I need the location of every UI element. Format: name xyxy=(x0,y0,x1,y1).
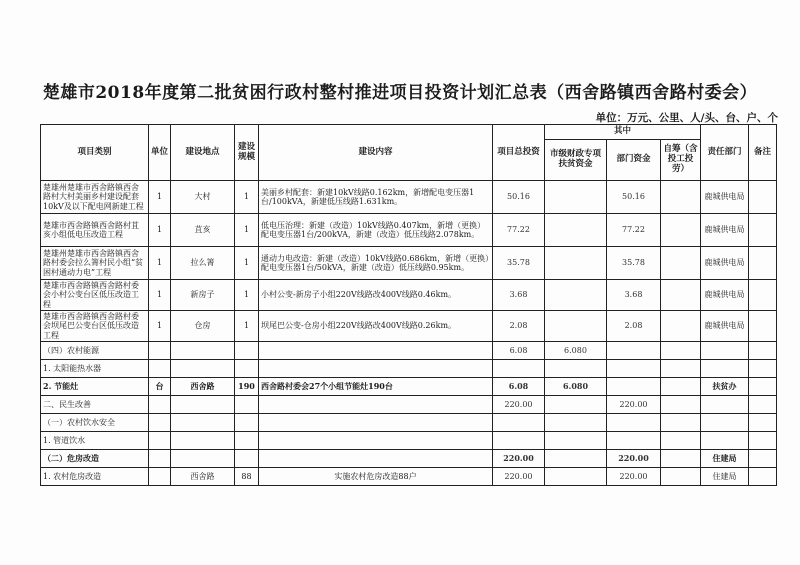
cell-fund1 xyxy=(545,360,607,378)
cell-unit xyxy=(149,342,171,360)
cell-fund2 xyxy=(607,378,661,396)
cell-fund2: 220.00 xyxy=(607,450,661,468)
cell-scale xyxy=(235,360,259,378)
cell-fund2: 3.68 xyxy=(607,280,661,311)
cell-content: 西舍路村委会27个小组节能灶190台 xyxy=(259,378,493,396)
cell-location: 西舍路 xyxy=(171,378,235,396)
cell-fund1 xyxy=(545,214,607,247)
cell-scale: 1 xyxy=(235,181,259,214)
cell-content xyxy=(259,450,493,468)
cell-fund2 xyxy=(607,432,661,450)
cell-fund3 xyxy=(661,396,701,414)
cell-scale: 1 xyxy=(235,280,259,311)
cell-unit xyxy=(149,414,171,432)
cell-total xyxy=(493,432,545,450)
cell-note xyxy=(749,181,777,214)
cell-dept: 扶贫办 xyxy=(701,378,749,396)
header-row-1 xyxy=(41,125,777,140)
cell-content xyxy=(259,396,493,414)
cell-unit: 1 xyxy=(149,311,171,342)
cell-unit: 台 xyxy=(149,378,171,396)
cell-dept xyxy=(701,396,749,414)
cell-total: 220.00 xyxy=(493,468,545,486)
cell-location: 拉么箐 xyxy=(171,247,235,280)
cell-content xyxy=(259,432,493,450)
cell-category: 楚雄州楚雄市西舍路镇西舍路村大村美丽乡村建设配套10kV及以下配电网新建工程 xyxy=(41,181,149,214)
investment-table xyxy=(40,124,777,486)
cell-fund3 xyxy=(661,378,701,396)
cell-content: 美丽乡村配套：新建10kV线路0.162km，新增配电变压器1台/100kVA，新建低压线路1.631km。 xyxy=(259,181,493,214)
cell-scale xyxy=(235,432,259,450)
cell-total: 6.08 xyxy=(493,342,545,360)
cell-location xyxy=(171,342,235,360)
summary-row xyxy=(41,414,777,432)
summary-row xyxy=(41,378,777,396)
cell-content: 小村公变-新房子小组220V线路改400V线路0.46km。 xyxy=(259,280,493,311)
cell-category: 1. 农村危房改造 xyxy=(41,468,149,486)
cell-unit xyxy=(149,468,171,486)
cell-total: 35.78 xyxy=(493,247,545,280)
cell-category: 二、民生改善 xyxy=(41,396,149,414)
table-row xyxy=(41,181,777,214)
cell-location xyxy=(171,396,235,414)
cell-dept: 鹿城供电局 xyxy=(701,214,749,247)
cell-note xyxy=(749,450,777,468)
summary-row xyxy=(41,396,777,414)
cell-note xyxy=(749,432,777,450)
cell-total: 6.08 xyxy=(493,378,545,396)
cell-unit: 1 xyxy=(149,280,171,311)
cell-fund3 xyxy=(661,432,701,450)
cell-scale: 1 xyxy=(235,214,259,247)
header-unit: 单位 xyxy=(149,125,171,181)
cell-fund3 xyxy=(661,280,701,311)
cell-dept: 鹿城供电局 xyxy=(701,311,749,342)
cell-fund1: 6.080 xyxy=(545,342,607,360)
cell-category: （四）农村能源 xyxy=(41,342,149,360)
header-content: 建设内容 xyxy=(259,125,493,181)
table-row xyxy=(41,311,777,342)
cell-fund2: 77.22 xyxy=(607,214,661,247)
summary-row xyxy=(41,432,777,450)
header-scale: 建设规模 xyxy=(235,125,259,181)
cell-fund2 xyxy=(607,414,661,432)
cell-fund3 xyxy=(661,342,701,360)
cell-scale xyxy=(235,342,259,360)
cell-total: 77.22 xyxy=(493,214,545,247)
cell-category: 楚雄市西舍路镇西舍路村苴亥小组低电压改造工程 xyxy=(41,214,149,247)
cell-category: （一）农村饮水安全 xyxy=(41,414,149,432)
cell-fund2: 2.08 xyxy=(607,311,661,342)
cell-scale xyxy=(235,450,259,468)
cell-fund1 xyxy=(545,280,607,311)
cell-note xyxy=(749,360,777,378)
cell-total: 2.08 xyxy=(493,311,545,342)
header-fund-dept: 部门资金 xyxy=(607,140,661,181)
cell-note xyxy=(749,247,777,280)
summary-row xyxy=(41,342,777,360)
table-row xyxy=(41,214,777,247)
cell-total: 50.16 xyxy=(493,181,545,214)
cell-total xyxy=(493,360,545,378)
cell-category: （二）危房改造 xyxy=(41,450,149,468)
cell-fund3 xyxy=(661,468,701,486)
cell-content: 低电压治理：新建（改造）10kV线路0.407km，新增（更换）配电变压器1台/200kVA，新建（改造）低压线路2.078km。 xyxy=(259,214,493,247)
document-title: 楚雄市2018年度第二批贫困行政村整村推进项目投资计划汇总表（西舍路镇西舍路村委会） xyxy=(42,83,758,103)
cell-unit xyxy=(149,396,171,414)
header-among: 其中 xyxy=(545,125,701,140)
cell-fund1 xyxy=(545,450,607,468)
cell-fund3 xyxy=(661,311,701,342)
cell-total: 220.00 xyxy=(493,450,545,468)
cell-fund1 xyxy=(545,432,607,450)
cell-fund3 xyxy=(661,214,701,247)
header-fund-self: 自筹（含投工投劳） xyxy=(661,140,701,181)
cell-unit xyxy=(149,432,171,450)
header-category: 项目类别 xyxy=(41,125,149,181)
cell-category: 1. 太阳能热水器 xyxy=(41,360,149,378)
cell-unit: 1 xyxy=(149,247,171,280)
cell-fund1 xyxy=(545,311,607,342)
header-location: 建设地点 xyxy=(171,125,235,181)
cell-dept xyxy=(701,360,749,378)
cell-location xyxy=(171,360,235,378)
cell-note xyxy=(749,378,777,396)
summary-row xyxy=(41,360,777,378)
cell-scale: 1 xyxy=(235,311,259,342)
cell-content xyxy=(259,414,493,432)
cell-fund3 xyxy=(661,360,701,378)
cell-location xyxy=(171,414,235,432)
cell-note xyxy=(749,214,777,247)
cell-category: 楚雄市西舍路镇西舍路村委会小村公变台区低压改造工程 xyxy=(41,280,149,311)
cell-location: 仓房 xyxy=(171,311,235,342)
cell-note xyxy=(749,311,777,342)
header-note: 备注 xyxy=(749,125,777,181)
cell-location: 大村 xyxy=(171,181,235,214)
header-total: 项目总投资 xyxy=(493,125,545,181)
table-row xyxy=(41,247,777,280)
cell-fund3 xyxy=(661,450,701,468)
cell-content: 通动力电改造：新建（改造）10kV线路0.686km，新增（更换）配电变压器1台/50kVA，新建（改造）低压线路0.95km。 xyxy=(259,247,493,280)
cell-dept: 住建局 xyxy=(701,468,749,486)
cell-fund1 xyxy=(545,247,607,280)
cell-unit: 1 xyxy=(149,181,171,214)
cell-fund2: 220.00 xyxy=(607,396,661,414)
cell-fund3 xyxy=(661,181,701,214)
cell-scale xyxy=(235,396,259,414)
cell-fund2 xyxy=(607,360,661,378)
cell-total: 3.68 xyxy=(493,280,545,311)
summary-row xyxy=(41,468,777,486)
cell-note xyxy=(749,414,777,432)
cell-dept xyxy=(701,432,749,450)
cell-unit xyxy=(149,450,171,468)
cell-total: 220.00 xyxy=(493,396,545,414)
cell-category: 楚雄州楚雄市西舍路镇西舍路村委会拉么箐村民小组“贫困村通动力电”工程 xyxy=(41,247,149,280)
cell-fund1: 6.080 xyxy=(545,378,607,396)
cell-note xyxy=(749,396,777,414)
cell-fund1 xyxy=(545,414,607,432)
cell-total xyxy=(493,414,545,432)
cell-note xyxy=(749,468,777,486)
cell-dept: 鹿城供电局 xyxy=(701,280,749,311)
cell-scale: 190 xyxy=(235,378,259,396)
cell-content: 实施农村危房改造88户 xyxy=(259,468,493,486)
unit-note: 单位：万元、公里、人/头、台、户、个 xyxy=(595,112,778,124)
cell-location xyxy=(171,432,235,450)
summary-row xyxy=(41,450,777,468)
cell-fund1 xyxy=(545,181,607,214)
cell-note xyxy=(749,280,777,311)
cell-fund1 xyxy=(545,396,607,414)
cell-content xyxy=(259,360,493,378)
cell-fund2: 50.16 xyxy=(607,181,661,214)
cell-dept xyxy=(701,414,749,432)
header-dept: 责任部门 xyxy=(701,125,749,181)
cell-category: 1. 管道饮水 xyxy=(41,432,149,450)
cell-fund3 xyxy=(661,414,701,432)
cell-location xyxy=(171,450,235,468)
cell-content xyxy=(259,342,493,360)
cell-unit: 1 xyxy=(149,214,171,247)
cell-dept: 鹿城供电局 xyxy=(701,181,749,214)
cell-fund2: 35.78 xyxy=(607,247,661,280)
cell-dept: 住建局 xyxy=(701,450,749,468)
cell-scale xyxy=(235,414,259,432)
cell-scale: 1 xyxy=(235,247,259,280)
cell-category: 楚雄市西舍路镇西舍路村委会坝尾巴公变台区低压改造工程 xyxy=(41,311,149,342)
header-fund-city: 市级财政专项扶贫资金 xyxy=(545,140,607,181)
cell-content: 坝尾巴公变-仓房小组220V线路改400V线路0.26km。 xyxy=(259,311,493,342)
cell-category: 2. 节能灶 xyxy=(41,378,149,396)
cell-dept xyxy=(701,342,749,360)
cell-unit xyxy=(149,360,171,378)
cell-fund2 xyxy=(607,342,661,360)
cell-scale: 88 xyxy=(235,468,259,486)
cell-fund1 xyxy=(545,468,607,486)
cell-note xyxy=(749,342,777,360)
cell-fund3 xyxy=(661,247,701,280)
cell-location: 苴亥 xyxy=(171,214,235,247)
cell-location: 新房子 xyxy=(171,280,235,311)
cell-fund2: 220.00 xyxy=(607,468,661,486)
cell-dept: 鹿城供电局 xyxy=(701,247,749,280)
cell-location: 西舍路 xyxy=(171,468,235,486)
table-row xyxy=(41,280,777,311)
